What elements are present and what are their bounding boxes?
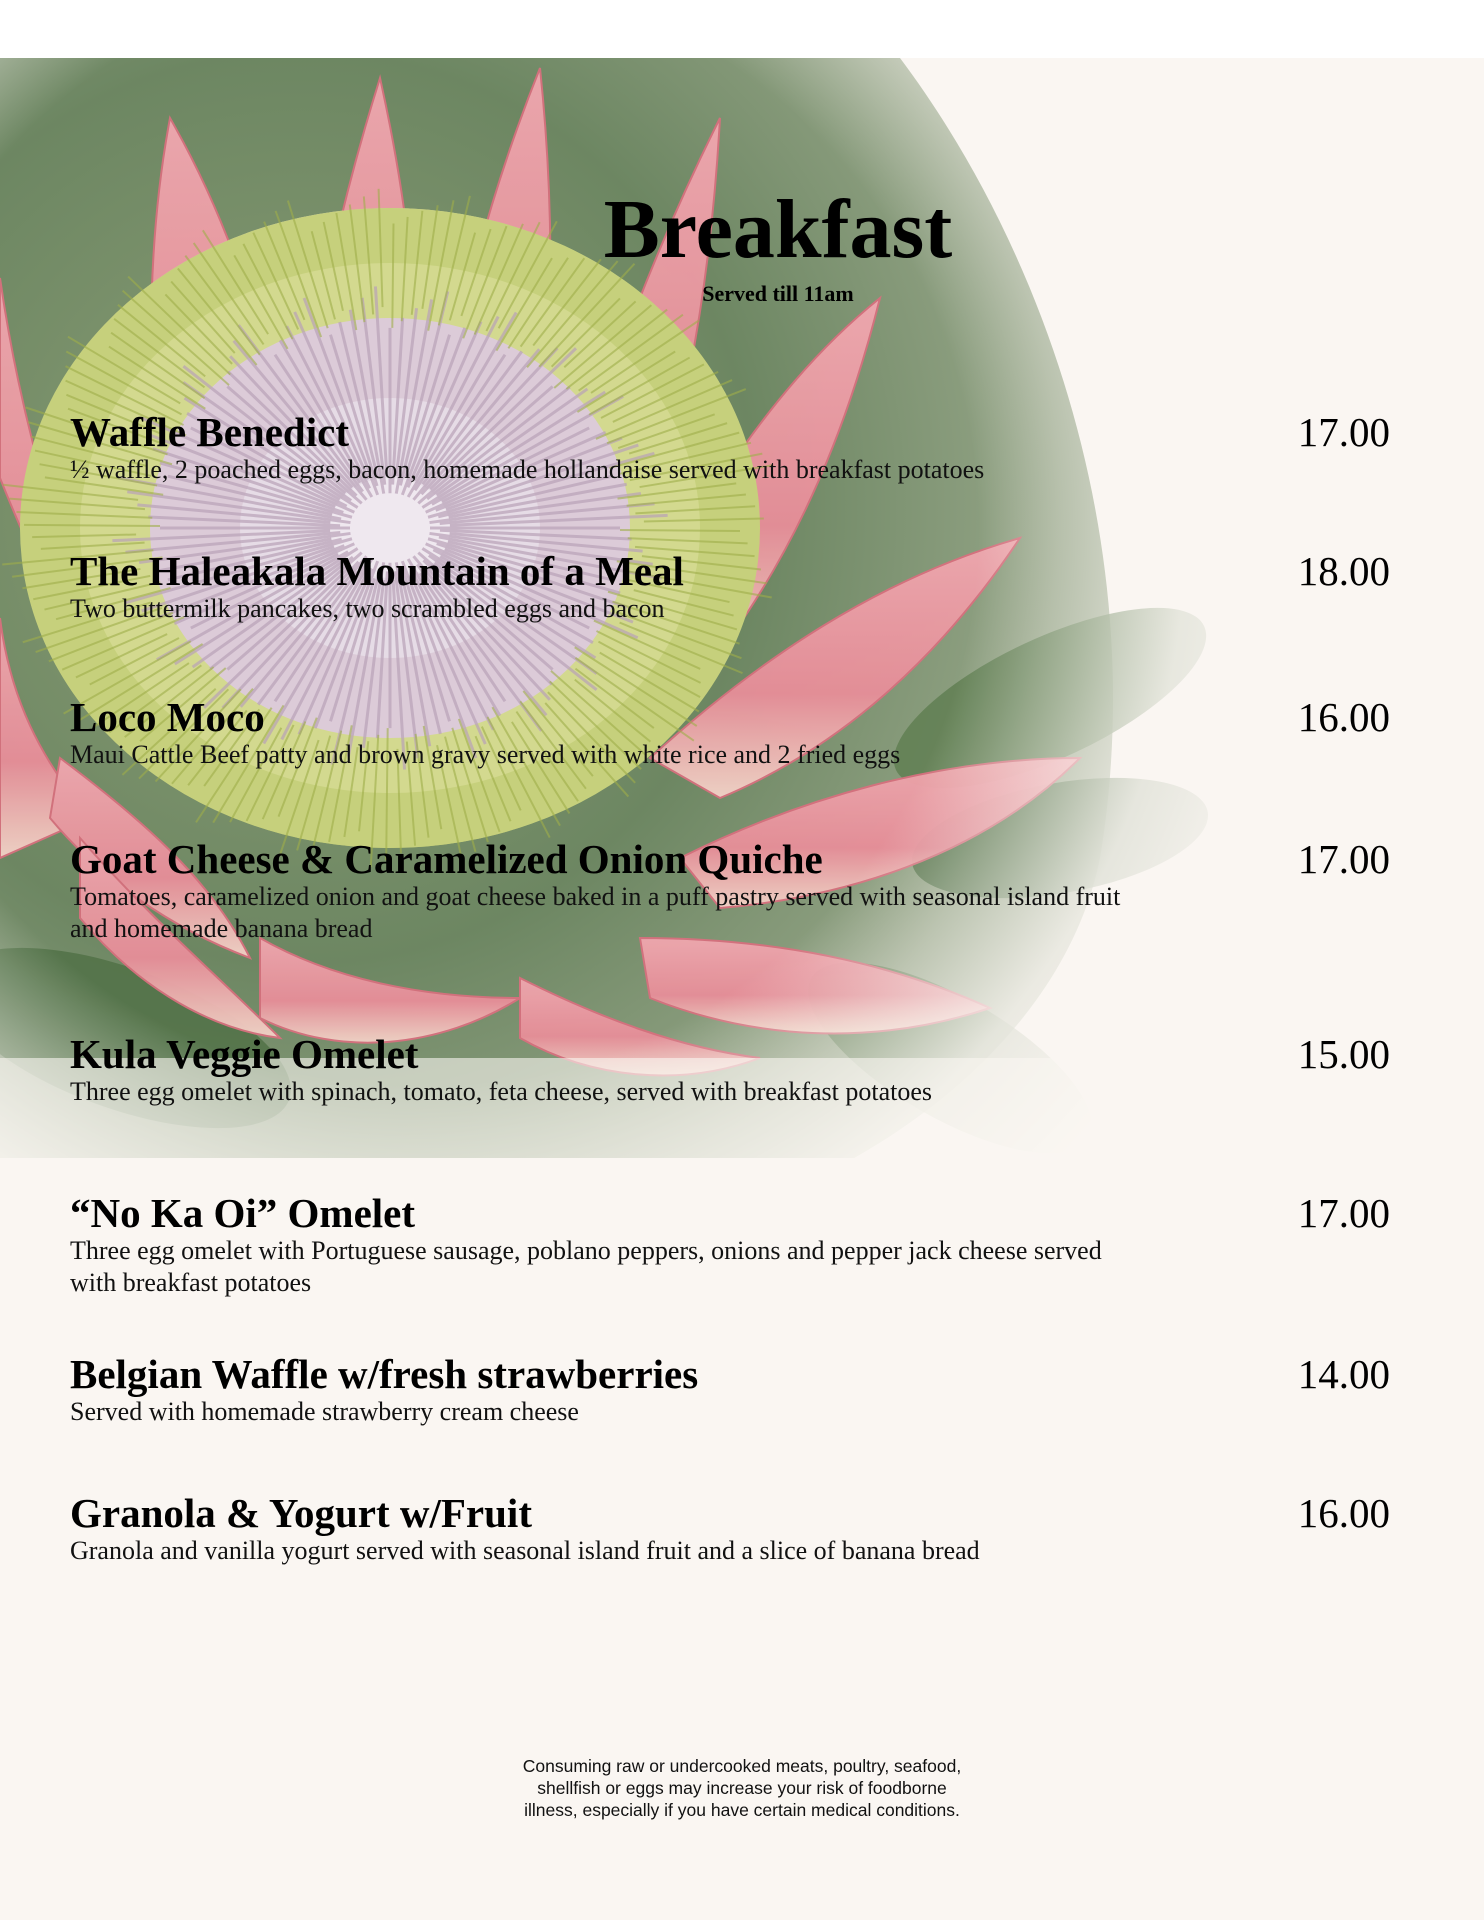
disclaimer-line: shellfish or eggs may increase your risk of foodborne xyxy=(537,1778,947,1798)
item-price: 16.00 xyxy=(1297,694,1390,740)
item-description: Tomatoes, caramelized onion and goat cheese baked in a puff pastry served with seasonal island fruit and homemade banana bread xyxy=(70,882,1121,943)
menu-subtitle: Served till 11am xyxy=(702,281,854,306)
item-description: Served with homemade strawberry cream cheese xyxy=(70,1397,579,1426)
menu-title: Breakfast xyxy=(603,183,953,276)
protea-flower-image xyxy=(0,58,1484,1920)
item-name: Goat Cheese & Caramelized Onion Quiche xyxy=(70,836,823,882)
menu-item xyxy=(70,837,1390,945)
item-name: Kula Veggie Omelet xyxy=(70,1031,419,1077)
menu-item xyxy=(70,1032,1390,1108)
item-price: 17.00 xyxy=(1297,409,1390,455)
item-description: Two buttermilk pancakes, two scrambled eggs and bacon xyxy=(70,594,665,623)
menu-item xyxy=(70,1352,1390,1428)
item-description: ½ waffle, 2 poached eggs, bacon, homemade hollandaise served with breakfast potatoes xyxy=(70,455,985,484)
item-description: Granola and vanilla yogurt served with seasonal island fruit and a slice of banana bread xyxy=(70,1536,980,1565)
menu-item xyxy=(70,549,1390,625)
item-price: 17.00 xyxy=(1297,1190,1390,1236)
item-name: “No Ka Oi” Omelet xyxy=(70,1190,416,1236)
item-name: Waffle Benedict xyxy=(70,409,349,455)
item-price: 14.00 xyxy=(1297,1351,1390,1397)
menu-item xyxy=(70,1491,1390,1567)
item-price: 16.00 xyxy=(1297,1490,1390,1536)
item-description: Three egg omelet with Portuguese sausage, poblano peppers, onions and pepper jack cheese served with breakfast potatoes xyxy=(70,1236,1102,1297)
disclaimer-line: Consuming raw or undercooked meats, poultry, seafood, xyxy=(522,1756,962,1776)
food-safety-disclaimer xyxy=(0,1755,1484,1821)
item-name: Belgian Waffle w/fresh strawberries xyxy=(70,1351,699,1397)
item-description: Three egg omelet with spinach, tomato, feta cheese, served with breakfast potatoes xyxy=(70,1077,933,1106)
menu-item xyxy=(70,1191,1390,1299)
item-price: 15.00 xyxy=(1297,1031,1390,1077)
item-name: The Haleakala Mountain of a Meal xyxy=(70,548,684,594)
menu-page xyxy=(0,58,1484,1920)
disclaimer-line: illness, especially if you have certain medical conditions. xyxy=(524,1800,960,1820)
item-name: Granola & Yogurt w/Fruit xyxy=(70,1490,532,1536)
item-description: Maui Cattle Beef patty and brown gravy served with white rice and 2 fried eggs xyxy=(70,740,901,769)
item-price: 17.00 xyxy=(1297,836,1390,882)
item-price: 18.00 xyxy=(1297,548,1390,594)
item-name: Loco Moco xyxy=(70,694,265,740)
menu-item xyxy=(70,695,1390,771)
menu-item xyxy=(70,410,1390,486)
